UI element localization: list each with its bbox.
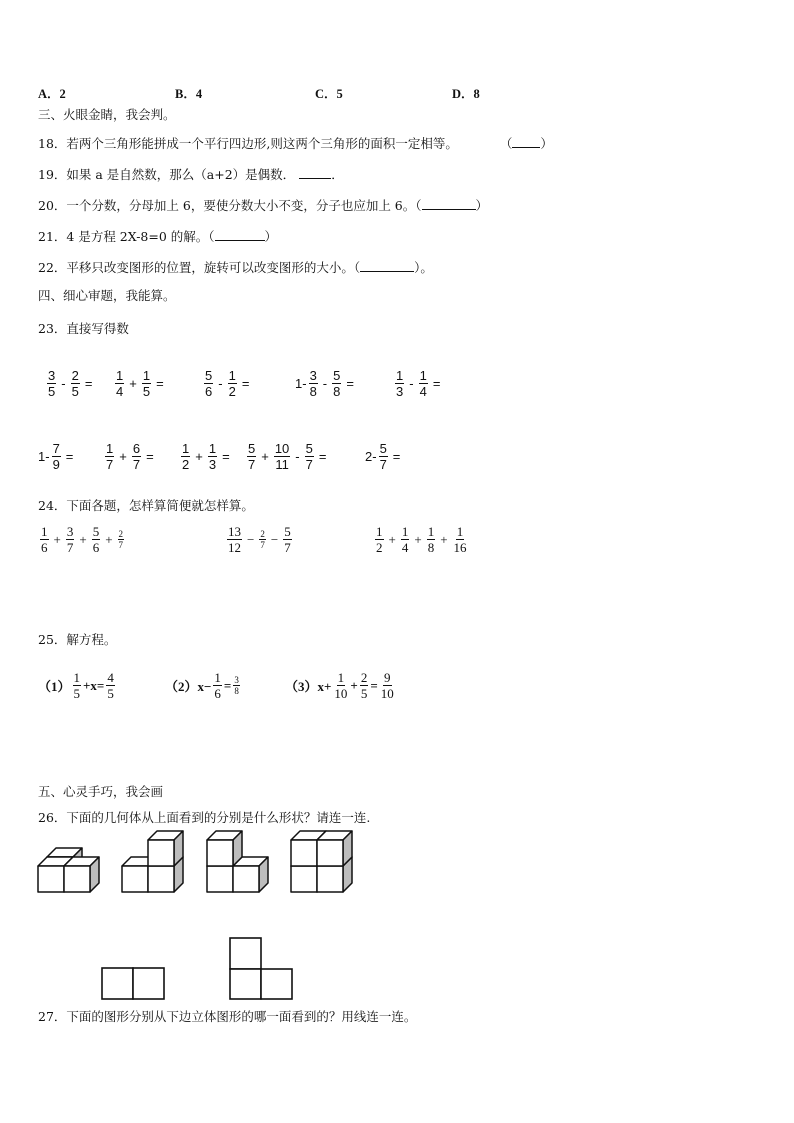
answer-paren-open: （: [499, 136, 513, 151]
equation-3: （3）x+ $\frac{1}{10}$ + $\frac{2}{5}$ = $\frac{9}{10}$: [285, 670, 394, 701]
expression: $\frac{1}{2}$ + $\frac{1}{3}$ =: [182, 441, 230, 472]
expression: $\frac{1}{4}$ + $\frac{1}{5}$ =: [116, 368, 164, 399]
view-square: [230, 938, 261, 969]
expression: $\frac{13}{12}$ − $\frac{2}{7}$ − $\frac{5}{7}$: [228, 524, 291, 555]
expression: 2- $\frac{5}{7}$ =: [365, 441, 401, 472]
cube-front-face: [291, 840, 317, 866]
cube-front-face: [148, 866, 174, 892]
cube-front-face: [148, 840, 174, 866]
cube-front-face: [317, 840, 343, 866]
option-d: D．8: [452, 87, 480, 101]
cube-front-face: [207, 866, 233, 892]
question-22-text: 22．平移只改变图形的位置，旋转可以改变图形的大小。（: [38, 260, 361, 275]
question-18-text: 18．若两个三角形能拼成一个平行四边形,则这两个三角形的面积一定相等。: [38, 136, 458, 151]
expression: 1- $\frac{3}{8}$ - $\frac{5}{8}$ =: [295, 368, 354, 399]
cube-front-face: [38, 866, 64, 892]
question-24-title: 24．下面各题，怎样算简便就怎样算。: [38, 498, 254, 513]
view-square: [133, 968, 164, 999]
expression: $\frac{1}{2}$ + $\frac{1}{4}$ + $\frac{1}{8}$ + $\frac{1}{16}$: [376, 524, 467, 555]
section-3-heading: 三、火眼金睛，我会判。: [38, 107, 176, 122]
cube-front-face: [207, 840, 233, 866]
question-20-end: ）: [475, 198, 489, 213]
expression: $\frac{1}{3}$ - $\frac{1}{4}$ =: [396, 368, 441, 399]
question-19-end: ．: [331, 167, 344, 182]
question-23-title: 23．直接写得数: [38, 321, 129, 336]
question-25-title: 25．解方程。: [38, 632, 117, 647]
question-27-title: 27．下面的图形分别从下边立体图形的哪一面看到的？用线连一连。: [38, 1009, 417, 1024]
cube-front-face: [317, 866, 343, 892]
expression: $\frac{1}{7}$ + $\frac{6}{7}$ =: [106, 441, 154, 472]
expression: $\frac{5}{6}$ - $\frac{1}{2}$ =: [205, 368, 250, 399]
answer-paren-close: ）: [540, 136, 553, 151]
question-19-text: 19．如果 a 是自然数，那么（a+2）是偶数．: [38, 167, 296, 182]
question-26-title: 26．下面的几何体从上面看到的分别是什么形状？请连一连.: [38, 810, 371, 825]
question-21-end: ）: [264, 229, 278, 244]
view-square: [102, 968, 133, 999]
section-5-heading: 五、心灵手巧，我会画: [38, 784, 164, 799]
option-a: A．2: [38, 87, 66, 101]
section-4-heading: 四、细心审题，我能算。: [38, 288, 176, 303]
question-20-text: 20．一个分数，分母加上 6，要使分数大小不变，分子也应加上 6。（: [38, 198, 422, 213]
expression: $\frac{5}{7}$ + $\frac{10}{11}$ - $\frac{5}{7}$ =: [248, 441, 327, 472]
option-c: C．5: [315, 87, 343, 101]
question-22-end: ）。: [414, 260, 433, 275]
cube-front-face: [64, 866, 90, 892]
view-square: [261, 969, 292, 999]
equation-1: （1） $\frac{1}{5}$ +x= $\frac{4}{5}$: [38, 670, 114, 701]
expression: $\frac{1}{6}$ + $\frac{3}{7}$ + $\frac{5}{6}$ + $\frac{2}{7}$: [41, 524, 124, 555]
option-b: B．4: [175, 87, 203, 101]
cube-front-face: [233, 866, 259, 892]
question-21-text: 21．4 是方程 2X-8=0 的解。（: [38, 229, 215, 244]
cube-front-face: [122, 866, 148, 892]
cube-front-face: [291, 866, 317, 892]
expression: $\frac{3}{5}$ - $\frac{2}{5}$ =: [48, 368, 93, 399]
view-square: [230, 969, 261, 999]
equation-2: （2）x− $\frac{1}{6}$ = $\frac{3}{8}$: [165, 670, 239, 701]
expression: 1- $\frac{7}{9}$ =: [38, 441, 74, 472]
